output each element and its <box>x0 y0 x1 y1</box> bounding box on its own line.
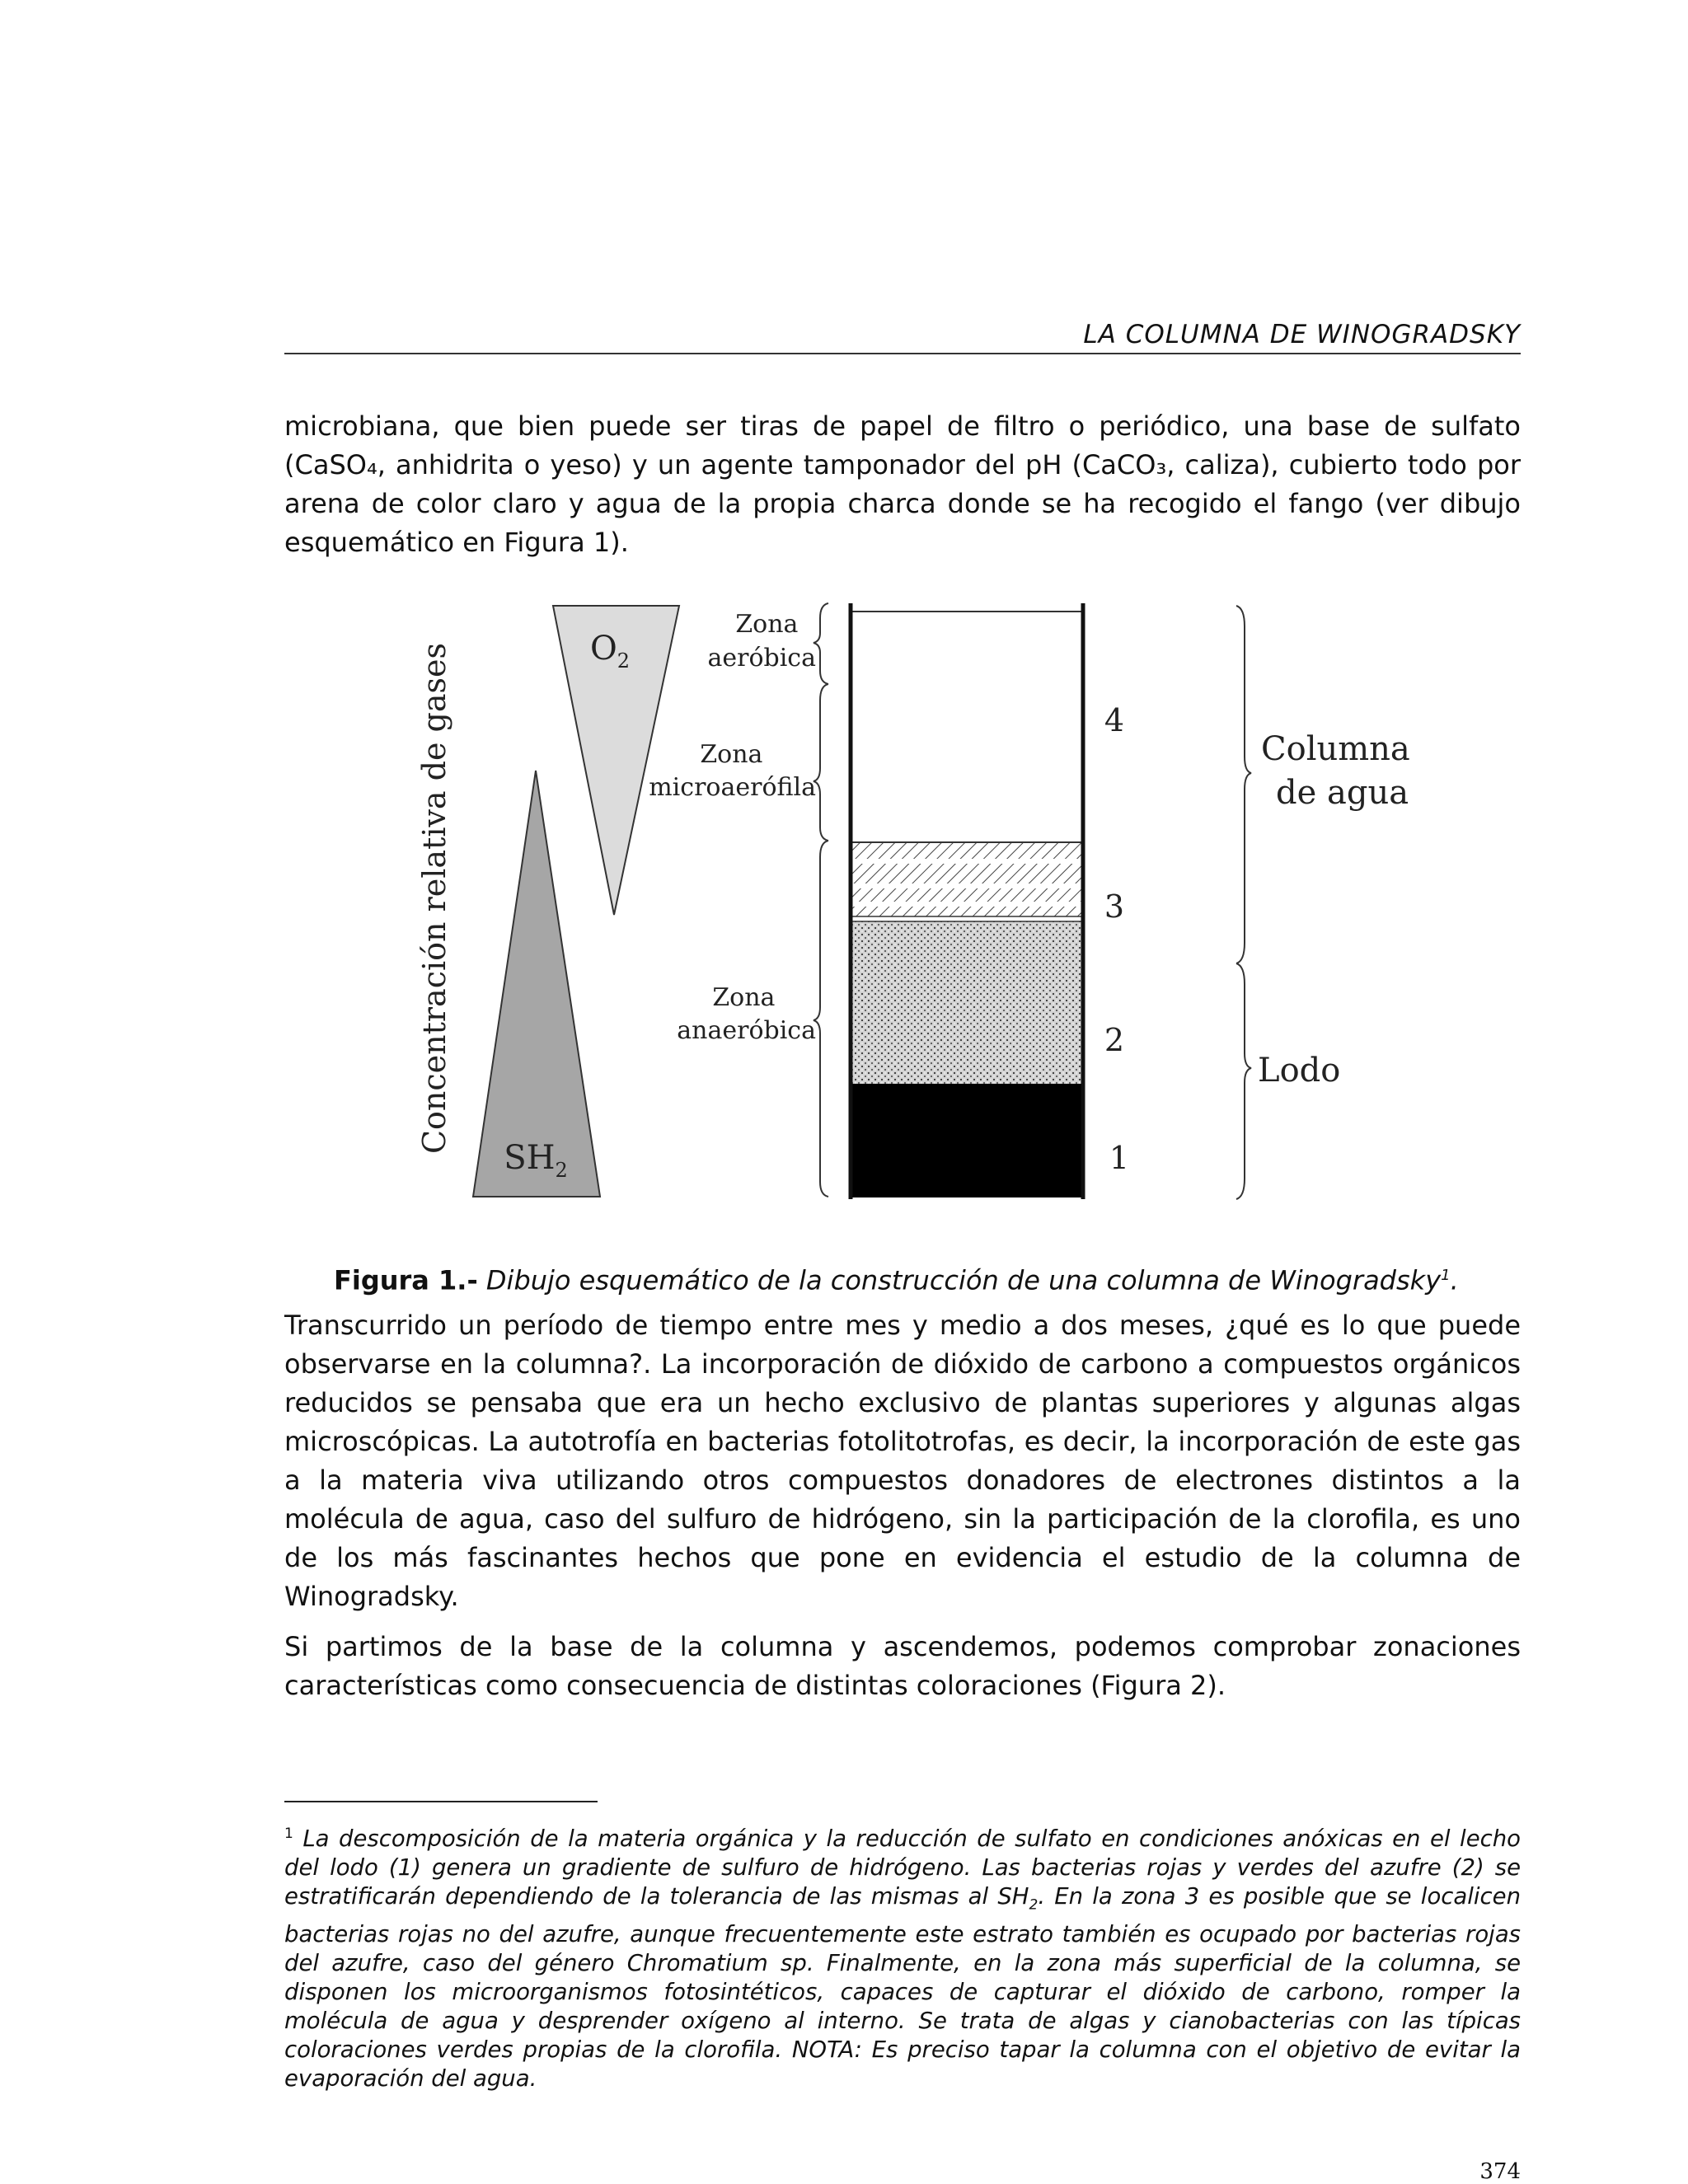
header-rule <box>284 353 1521 354</box>
zone-anaer-label-1: Zona <box>712 983 776 1012</box>
zone-aerobic-label-2: aeróbica <box>707 644 816 673</box>
svg-text:Columna de agua Lo <box>1258 730 1421 1090</box>
layer-number-1: 1 <box>1109 1140 1130 1176</box>
svg-text:Zona anaeróbica <box>677 983 816 1045</box>
footnote-text-a: La descomposición de la materia orgánica y la reducción de sulfato en condiciones anóxicas en el lecho del lodo (1) genera un gradiente de sulfuro de hidrógeno. Las bacterias rojas y verdes del azufre (2) se estratificarán dependiendo de la tolerancia de las mismas al SH <box>284 1825 1521 1910</box>
zone-anaer-label-2: anaeróbica <box>677 1016 816 1045</box>
mud-label: Lodo <box>1258 1052 1341 1090</box>
paragraph-2: Transcurrido un período de tiempo entre mes y medio a dos meses, ¿qué es lo que puede observarse en la columna?. La incorporación de dióxido de carbono a compuestos orgánicos reducidos se pensaba que era un hecho exclusivo de plantas superiores y algunas algas microscópicas. La autotrofía en bacterias fotolitotrofas, es decir, la incorporación de este gas a la materia viva utilizando otros compuestos donadores de electrones distintos a la molécula de agua, caso del sulfuro de hidrógeno, sin la participación de la clorofila, es uno de los más fascinantes hechos que pone en evidencia el estudio de la columna de Winogradsky. <box>284 1310 1521 1612</box>
caption-label: Figura 1.- <box>334 1264 478 1296</box>
paragraph-3: Si partimos de la base de la columna y ascendemos, podemos comprobar zonaciones características como consecuencia de distintas coloraciones (Figura 2). <box>284 1631 1521 1701</box>
water-column-label-1: Columna <box>1261 730 1410 768</box>
water-column-label-2: de agua <box>1276 774 1409 812</box>
svg-text:Zona aeróbica <box>707 610 816 673</box>
running-header: LA COLUMNA DE WINOGRADSKY <box>1083 320 1521 349</box>
footnote-1 <box>284 1820 1521 2093</box>
sh2-triangle <box>473 771 600 1197</box>
footnote-text-b: . En la zona 3 es posible que se localicen bacterias rojas no del azufre, aunque frecuentemente este estrato también es ocupado por bacterias rojas del azufre, caso del género Chromatium sp. Finalmente, en la zona más superficial de la columna, se disponen los microorganismos fotosintéticos, capaces de capturar el dióxido de carbono, romper la molécula de agua y desprender oxígeno al interno. Se trata de algas y cianobacterias con las típicas coloraciones verdes propias de la clorofila. NOTA: Es preciso tapar la columna con el objetivo de evitar la evaporación del agua. <box>284 1883 1521 2092</box>
sh2-label: $SH_2$ <box>504 1139 568 1182</box>
brace-anaerobic <box>814 841 828 1197</box>
figure-winogradsky-diagram <box>379 577 1451 1203</box>
footnote-rule <box>284 1801 598 1802</box>
layer-mud-stippled <box>851 921 1083 1084</box>
layer-number-2: 2 <box>1104 1022 1125 1058</box>
svg-text:Zona microaerófila <box>649 740 816 802</box>
footnote-marker: 1 <box>284 1825 293 1842</box>
paragraph-1: microbiana, que bien puede ser tiras de papel de filtro o periódico, una base de sulfato (CaSO₄, anhidrita o yeso) y un agente tamponador del pH (CaCO₃, caliza), cubierto todo por arena de color claro y agua de la propia charca donde se ha recogido el fango (ver dibujo esquemático en Figura 1). <box>284 410 1521 558</box>
brace-water-column <box>1236 606 1251 963</box>
caption-footnote-ref[interactable]: 1 <box>1441 1267 1451 1284</box>
brace-mud <box>1236 963 1251 1199</box>
axis-label: Concentración relativa de gases <box>416 642 452 1155</box>
o2-label: $O_2$ <box>589 630 631 673</box>
zone-aerobic-label-1: Zona <box>735 610 799 639</box>
footnote-subscript: 2 <box>1029 1896 1039 1914</box>
brace-microaerophilic <box>814 684 828 841</box>
figure-caption <box>284 1258 1570 1299</box>
zone-micro-label-2: microaerófila <box>649 773 816 802</box>
page-number: 374 <box>1479 2159 1521 2184</box>
zone-micro-label-1: Zona <box>700 740 763 769</box>
svg-text:4 3 2 1 <box>1104 702 1134 1176</box>
caption-end: . <box>1450 1264 1459 1296</box>
layer-number-3: 3 <box>1104 888 1125 925</box>
layer-base-black <box>851 1084 1083 1197</box>
caption-text: Dibujo esquemático de la construcción de una columna de Winogradsky <box>477 1264 1442 1296</box>
winogradsky-column <box>851 603 1083 1199</box>
layer-number-4: 4 <box>1104 702 1125 738</box>
